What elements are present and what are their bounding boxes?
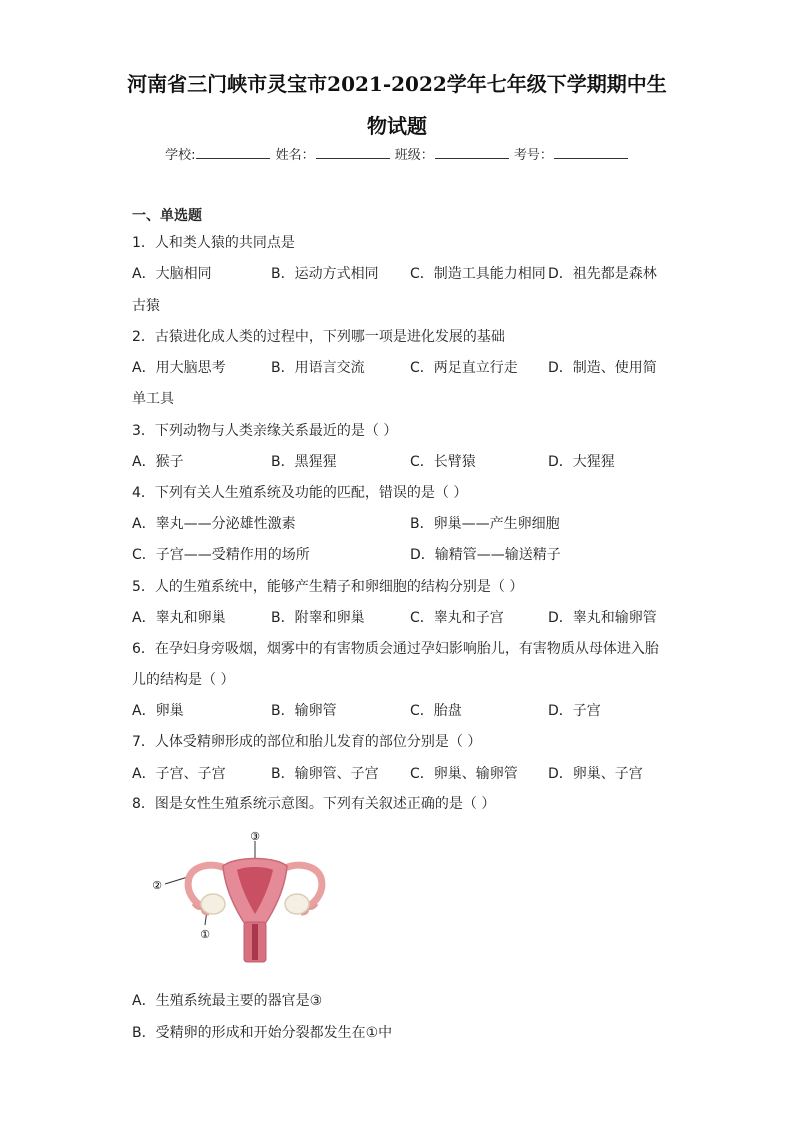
question-6-stem-continued: 儿的结构是（ ） — [132, 672, 235, 688]
question-1-option-c[interactable]: C．制造工具能力相同 — [410, 266, 546, 282]
class-label: 班级： — [394, 148, 434, 163]
right-ovary-shape — [285, 894, 309, 914]
question-5-option-d[interactable]: D．睾丸和输卵管 — [548, 610, 657, 626]
question-8-option-a[interactable]: A．生殖系统最主要的器官是③ — [132, 993, 323, 1009]
figure-label-3: ③ — [250, 830, 260, 843]
left-ovary-shape — [201, 894, 225, 914]
class-blank[interactable] — [435, 146, 509, 159]
question-1-option-b[interactable]: B．运动方式相同 — [271, 266, 379, 282]
question-3-option-a[interactable]: A．猴子 — [132, 454, 184, 470]
question-7-option-a[interactable]: A．子宫、子宫 — [132, 766, 226, 782]
question-2-stem: 2．古猿进化成人类的过程中，下列哪一项是进化发展的基础 — [132, 329, 505, 345]
question-2-option-c[interactable]: C．两足直立行走 — [410, 360, 518, 376]
question-4-option-d[interactable]: D．输精管——输送精子 — [410, 547, 561, 563]
question-3-stem: 3．下列动物与人类亲缘关系最近的是（ ） — [132, 423, 398, 439]
question-6-option-b[interactable]: B．输卵管 — [271, 703, 337, 719]
question-7-option-c[interactable]: C．卵巢、输卵管 — [410, 766, 518, 782]
question-4-stem: 4．下列有关人生殖系统及功能的匹配，错误的是（ ） — [132, 485, 468, 501]
question-5-option-b[interactable]: B．附睾和卵巢 — [271, 610, 365, 626]
question-7-option-b[interactable]: B．输卵管、子宫 — [271, 766, 379, 782]
school-label: 学校: — [165, 148, 196, 163]
question-3-option-d[interactable]: D．大猩猩 — [548, 454, 615, 470]
female-reproductive-system-diagram — [145, 828, 345, 973]
question-7-stem: 7．人体受精卵形成的部位和胎儿发育的部位分别是（ ） — [132, 734, 482, 750]
question-5-option-c[interactable]: C．睾丸和子宫 — [410, 610, 504, 626]
name-label: 姓名： — [275, 148, 315, 163]
question-6-stem: 6．在孕妇身旁吸烟，烟雾中的有害物质会通过孕妇影响胎儿，有害物质从母体进入胎 — [132, 641, 659, 657]
question-2-option-a[interactable]: A．用大脑思考 — [132, 360, 226, 376]
question-6-option-d[interactable]: D．子宫 — [548, 703, 601, 719]
question-4-option-a[interactable]: A．睾丸——分泌雄性激素 — [132, 516, 296, 532]
question-3-option-b[interactable]: B．黑猩猩 — [271, 454, 337, 470]
question-2-option-b[interactable]: B．用语言交流 — [271, 360, 365, 376]
section-heading: 一、单选题 — [132, 208, 202, 224]
figure-label-1: ① — [200, 928, 210, 941]
question-2-option-d-continued: 单工具 — [132, 391, 174, 407]
question-6-option-a[interactable]: A．卵巢 — [132, 703, 184, 719]
question-4-option-c[interactable]: C．子宫——受精作用的场所 — [132, 547, 310, 563]
question-5-option-a[interactable]: A．睾丸和卵巢 — [132, 610, 226, 626]
exam-number-blank[interactable] — [554, 146, 628, 159]
question-1-option-d-continued: 古猿 — [132, 298, 160, 314]
question-7-option-d[interactable]: D．卵巢、子宫 — [548, 766, 643, 782]
student-info-fields — [0, 144, 794, 163]
question-2-option-d[interactable]: D．制造、使用简 — [548, 360, 657, 376]
question-8-stem: 8．图是女性生殖系统示意图。下列有关叙述正确的是（ ） — [132, 796, 496, 812]
question-8-option-b[interactable]: B．受精卵的形成和开始分裂都发生在①中 — [132, 1025, 393, 1041]
name-blank[interactable] — [316, 146, 390, 159]
question-5-stem: 5．人的生殖系统中，能够产生精子和卵细胞的结构分别是（ ） — [132, 579, 524, 595]
question-6-option-c[interactable]: C．胎盘 — [410, 703, 462, 719]
question-1-stem: 1．人和类人猿的共同点是 — [132, 235, 295, 251]
question-4-option-b[interactable]: B．卵巢——产生卵细胞 — [410, 516, 560, 532]
exam-number-label: 考号： — [513, 148, 553, 163]
page-title-line2: 物试题 — [367, 114, 427, 138]
school-blank[interactable] — [196, 146, 270, 159]
question-1-option-d[interactable]: D．祖先都是森林 — [548, 266, 657, 282]
figure-label-2: ② — [152, 879, 162, 892]
page-title-line1: 河南省三门峡市灵宝市2021-2022学年七年级下学期期中生 — [127, 72, 667, 96]
question-3-option-c[interactable]: C．长臂猿 — [410, 454, 476, 470]
question-1-option-a[interactable]: A．大脑相同 — [132, 266, 212, 282]
